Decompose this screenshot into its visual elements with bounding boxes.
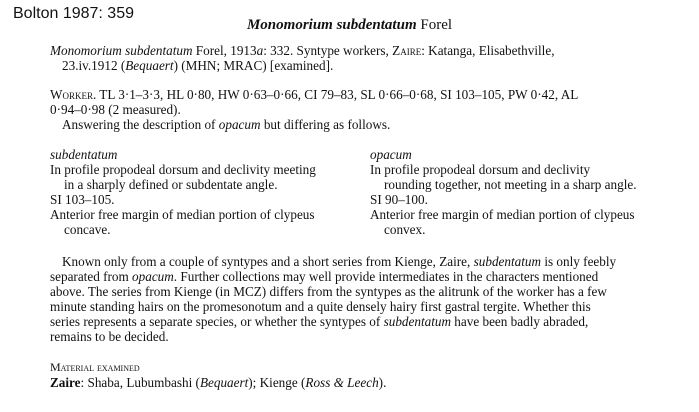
species-author: Forel [420, 17, 453, 33]
discussion-line-1: Known only from a couple of syntypes and a short series from Kienge, Zaire, subdentatum is only feebly [62, 254, 617, 269]
species-name: Monomorium subdentatum [246, 17, 417, 33]
page-reference: Bolton 1987: 359 [13, 5, 134, 22]
right-row: SI 90–100. [370, 192, 428, 207]
right-row: In profile propodeal dorsum and declivity [370, 162, 591, 177]
left-row: Anterior free margin of median portion of clypeus [50, 207, 315, 222]
synonymy-line-2: 23.iv.1912 (Bequaert) (MHN; MRAC) [examined]. [62, 58, 334, 73]
material-line: Zaire: Shaba, Lubumbashi (Bequaert); Kienge (Ross & Leech). [50, 375, 387, 390]
left-heading: subdentatum [50, 147, 118, 162]
worker-measurements-line-2: 0·94–0·98 (2 measured). [50, 102, 181, 117]
left-row: SI 103–105. [50, 192, 115, 207]
left-row: In profile propodeal dorsum and declivity meeting [50, 162, 316, 177]
comparison-left-column [50, 147, 316, 237]
discussion-line-4: minute standing hairs on the promesonotum and a quite densely hairy first gastral tergite. Whether this [50, 299, 591, 314]
right-heading: opacum [370, 147, 412, 162]
left-row: concave. [64, 222, 111, 237]
right-row: convex. [384, 222, 426, 237]
discussion-line-6: remains to be decided. [50, 329, 169, 344]
material-heading: Material examined [50, 360, 140, 374]
comparison-right-column [370, 147, 637, 237]
discussion-line-3: above. The series from Kienge (in MCZ) differs from the syntypes as the alitrunk of the worker has a few [50, 284, 607, 299]
synonymy-line-1: Monomorium subdentatum Forel, 1913a: 332. Syntype workers, Zaire: Katanga, Elisabethville, [50, 43, 555, 58]
discussion-line-2: separated from opacum. Further collections may well provide intermediates in the characters mentioned [50, 269, 599, 284]
right-row: rounding together, not meeting in a sharp angle. [384, 177, 637, 192]
left-row: in a sharply defined or subdentate angle. [64, 177, 278, 192]
discussion-line-5: series represents a separate species, or whether the syntypes of subdentatum have been badly abraded, [50, 314, 589, 329]
right-row: Anterior free margin of median portion of clypeus [370, 207, 635, 222]
worker-measurements-line-3: Answering the description of opacum but differing as follows. [62, 117, 391, 132]
worker-measurements-line-1: Worker. TL 3·1–3·3, HL 0·80, HW 0·63–0·66, CI 79–83, SL 0·66–0·68, SI 103–105, PW 0·42, AL [50, 87, 579, 102]
species-title [0, 17, 699, 34]
